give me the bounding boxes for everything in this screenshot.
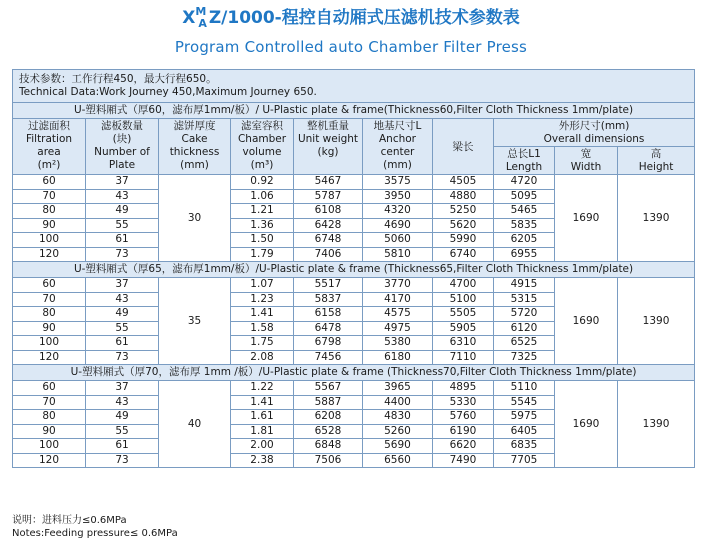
notes-cn: 说明：进料压力≤0.6MPa <box>12 515 127 526</box>
hdr-line: Unit weight <box>297 133 359 145</box>
cell-unit-weight: 6428 <box>294 218 363 233</box>
title-x: X <box>182 8 196 28</box>
cell-chamber-volume: 1.79 <box>231 247 294 262</box>
cell-filtration-area: 90 <box>13 321 86 336</box>
col-plate-count <box>86 119 159 175</box>
cell-beam-length: 5620 <box>433 218 494 233</box>
cell-beam-length: 6190 <box>433 424 494 439</box>
col-chamber-volume <box>231 119 294 175</box>
hdr-line: (mm) <box>383 159 412 171</box>
cell-plate-count: 61 <box>86 336 159 351</box>
hdr-line: 地基尺寸L <box>373 120 422 132</box>
cell-length: 7325 <box>494 350 555 365</box>
table-row <box>13 278 695 293</box>
cell-filtration-area: 80 <box>13 204 86 219</box>
cell-anchor-center: 4170 <box>363 292 433 307</box>
cell-chamber-volume: 1.61 <box>231 410 294 425</box>
notes <box>12 514 178 540</box>
section-label: U-塑料厢式（厚65，滤布厚1mm/板）/U-Plastic plate & frame (Thickness65,Filter Cloth Thickness 1mm/plate) <box>13 262 695 278</box>
cell-unit-weight: 6478 <box>294 321 363 336</box>
cell-length: 5110 <box>494 381 555 396</box>
cell-length: 5720 <box>494 307 555 322</box>
cell-filtration-area: 100 <box>13 233 86 248</box>
cell-length: 6955 <box>494 247 555 262</box>
cell-filtration-area: 60 <box>13 381 86 396</box>
cell-unit-weight: 6748 <box>294 233 363 248</box>
title-english: Program Controlled auto Chamber Filter Press <box>174 38 528 56</box>
cell-cake-thickness: 35 <box>159 278 231 365</box>
hdr-line: 外形尺寸(mm) <box>558 120 630 132</box>
cell-beam-length: 7110 <box>433 350 494 365</box>
cell-cake-thickness: 40 <box>159 381 231 468</box>
cell-plate-count: 37 <box>86 175 159 190</box>
section-label: U-塑料厢式（厚70，滤布厚 1mm /板）/U-Plastic plate & frame (Thickness70,Filter Cloth Thickness 1mm/plate) <box>13 365 695 381</box>
cell-length: 5975 <box>494 410 555 425</box>
hdr-line: 过滤面积 <box>28 120 70 132</box>
cell-unit-weight: 5567 <box>294 381 363 396</box>
cell-length: 4915 <box>494 278 555 293</box>
cell-anchor-center: 5690 <box>363 439 433 454</box>
cell-unit-weight: 6108 <box>294 204 363 219</box>
table-row <box>13 175 695 190</box>
cell-chamber-volume: 1.23 <box>231 292 294 307</box>
hdr-line: Width <box>570 161 602 173</box>
cell-unit-weight: 5517 <box>294 278 363 293</box>
spec-table <box>12 69 695 468</box>
cell-anchor-center: 4975 <box>363 321 433 336</box>
hdr-line: Length <box>505 161 543 173</box>
cell-filtration-area: 60 <box>13 175 86 190</box>
cell-plate-count: 61 <box>86 439 159 454</box>
cell-plate-count: 73 <box>86 350 159 365</box>
cell-filtration-area: 120 <box>13 453 86 468</box>
cell-plate-count: 73 <box>86 453 159 468</box>
cell-unit-weight: 6848 <box>294 439 363 454</box>
cell-unit-weight: 6798 <box>294 336 363 351</box>
cell-chamber-volume: 1.81 <box>231 424 294 439</box>
col-beam-length: 梁长 <box>433 119 494 175</box>
hdr-line: 滤饼厚度 <box>173 120 216 132</box>
cell-plate-count: 37 <box>86 381 159 396</box>
cell-anchor-center: 3770 <box>363 278 433 293</box>
section-label: U-塑料厢式（厚60，滤布厚1mm/板）/ U-Plastic plate & frame(Thickness60,Filter Cloth Thickness 1mm/plate) <box>13 103 695 119</box>
cell-beam-length: 5990 <box>433 233 494 248</box>
cell-plate-count: 37 <box>86 278 159 293</box>
cell-chamber-volume: 1.75 <box>231 336 294 351</box>
cell-chamber-volume: 1.50 <box>231 233 294 248</box>
hdr-line: Anchor <box>378 133 416 145</box>
cell-unit-weight: 5467 <box>294 175 363 190</box>
cell-anchor-center: 5810 <box>363 247 433 262</box>
cell-unit-weight: 6528 <box>294 424 363 439</box>
notes-en: Notes:Feeding pressure≤ 0.6MPa <box>12 528 178 539</box>
cell-anchor-center: 3965 <box>363 381 433 396</box>
hdr-line: Overall dimensions <box>543 133 645 145</box>
col-length <box>494 147 555 175</box>
hdr-line: Number of <box>94 146 150 158</box>
cell-unit-weight: 7506 <box>294 453 363 468</box>
cell-beam-length: 4895 <box>433 381 494 396</box>
cell-plate-count: 43 <box>86 292 159 307</box>
cell-anchor-center: 4690 <box>363 218 433 233</box>
cell-length: 5545 <box>494 395 555 410</box>
cell-chamber-volume: 1.21 <box>231 204 294 219</box>
hdr-line: 滤板数量 <box>101 120 143 132</box>
cell-filtration-area: 90 <box>13 218 86 233</box>
col-filtration-area <box>13 119 86 175</box>
cell-filtration-area: 70 <box>13 395 86 410</box>
cell-plate-count: 55 <box>86 424 159 439</box>
cell-beam-length: 5100 <box>433 292 494 307</box>
section-header-row <box>13 262 695 278</box>
hdr-line: volume <box>242 146 282 158</box>
cell-height: 1390 <box>618 175 695 262</box>
cell-filtration-area: 90 <box>13 424 86 439</box>
cell-beam-length: 5250 <box>433 204 494 219</box>
cell-width: 1690 <box>555 175 618 262</box>
cell-unit-weight: 7456 <box>294 350 363 365</box>
cell-chamber-volume: 2.38 <box>231 453 294 468</box>
cell-length: 5095 <box>494 189 555 204</box>
cell-length: 4720 <box>494 175 555 190</box>
hdr-line: Chamber <box>237 133 287 145</box>
cell-filtration-area: 60 <box>13 278 86 293</box>
cell-length: 5315 <box>494 292 555 307</box>
cell-height: 1390 <box>618 278 695 365</box>
column-header-row-1 <box>13 119 695 147</box>
hdr-line: Cake <box>181 133 208 145</box>
cell-filtration-area: 100 <box>13 439 86 454</box>
cell-anchor-center: 6560 <box>363 453 433 468</box>
cell-chamber-volume: 2.08 <box>231 350 294 365</box>
cell-filtration-area: 80 <box>13 410 86 425</box>
table-row <box>13 381 695 396</box>
cell-unit-weight: 5887 <box>294 395 363 410</box>
cell-unit-weight: 6158 <box>294 307 363 322</box>
hdr-line: 高 <box>650 148 662 160</box>
title-main <box>0 5 702 30</box>
hdr-line: (m²) <box>37 159 61 171</box>
cell-chamber-volume: 1.22 <box>231 381 294 396</box>
col-width <box>555 147 618 175</box>
cell-beam-length: 5905 <box>433 321 494 336</box>
cell-unit-weight: 6208 <box>294 410 363 425</box>
cell-anchor-center: 4575 <box>363 307 433 322</box>
cell-chamber-volume: 1.41 <box>231 395 294 410</box>
cell-anchor-center: 4400 <box>363 395 433 410</box>
cell-chamber-volume: 1.41 <box>231 307 294 322</box>
cell-beam-length: 5760 <box>433 410 494 425</box>
tech-row <box>13 70 695 103</box>
cell-unit-weight: 5787 <box>294 189 363 204</box>
cell-beam-length: 6310 <box>433 336 494 351</box>
hdr-line: thickness <box>169 146 220 158</box>
cell-plate-count: 43 <box>86 189 159 204</box>
cell-beam-length: 4880 <box>433 189 494 204</box>
cell-anchor-center: 3575 <box>363 175 433 190</box>
hdr-line: (m³) <box>250 159 274 171</box>
cell-chamber-volume: 1.06 <box>231 189 294 204</box>
cell-filtration-area: 80 <box>13 307 86 322</box>
cell-length: 6205 <box>494 233 555 248</box>
cell-beam-length: 5330 <box>433 395 494 410</box>
hdr-line: (kg) <box>317 146 339 158</box>
cell-chamber-volume: 1.36 <box>231 218 294 233</box>
hdr-line: Height <box>638 161 674 173</box>
cell-plate-count: 73 <box>86 247 159 262</box>
cell-length: 6120 <box>494 321 555 336</box>
cell-chamber-volume: 0.92 <box>231 175 294 190</box>
cell-plate-count: 43 <box>86 395 159 410</box>
cell-filtration-area: 120 <box>13 350 86 365</box>
cell-plate-count: 49 <box>86 307 159 322</box>
cell-plate-count: 55 <box>86 218 159 233</box>
cell-height: 1390 <box>618 381 695 468</box>
cell-anchor-center: 5380 <box>363 336 433 351</box>
col-cake-thickness <box>159 119 231 175</box>
title-rest: Z/1000-程控自动厢式压滤机技术参数表 <box>208 8 520 28</box>
col-overall-dimensions <box>494 119 695 147</box>
cell-filtration-area: 100 <box>13 336 86 351</box>
cell-beam-length: 6740 <box>433 247 494 262</box>
cell-anchor-center: 4320 <box>363 204 433 219</box>
cell-anchor-center: 5060 <box>363 233 433 248</box>
hdr-line: 总长L1 <box>507 148 541 160</box>
cell-plate-count: 61 <box>86 233 159 248</box>
cell-beam-length: 6620 <box>433 439 494 454</box>
cell-anchor-center: 5260 <box>363 424 433 439</box>
cell-filtration-area: 70 <box>13 189 86 204</box>
cell-plate-count: 55 <box>86 321 159 336</box>
cell-width: 1690 <box>555 381 618 468</box>
cell-beam-length: 4700 <box>433 278 494 293</box>
cell-unit-weight: 5837 <box>294 292 363 307</box>
col-anchor-center <box>363 119 433 175</box>
cell-filtration-area: 70 <box>13 292 86 307</box>
cell-beam-length: 5505 <box>433 307 494 322</box>
cell-length: 7705 <box>494 453 555 468</box>
cell-length: 5835 <box>494 218 555 233</box>
cell-anchor-center: 4830 <box>363 410 433 425</box>
cell-plate-count: 49 <box>86 410 159 425</box>
cell-beam-length: 7490 <box>433 453 494 468</box>
hdr-line: Plate <box>108 159 136 171</box>
title-sup: M <box>195 5 207 18</box>
cell-length: 5465 <box>494 204 555 219</box>
tech-en: Technical Data:Work Journey 450,Maximum Journey 650. <box>19 86 317 98</box>
hdr-line: 整机重量 <box>307 120 349 132</box>
cell-chamber-volume: 1.07 <box>231 278 294 293</box>
cell-length: 6525 <box>494 336 555 351</box>
cell-length: 6835 <box>494 439 555 454</box>
cell-cake-thickness: 30 <box>159 175 231 262</box>
tech-cn: 技术参数：工作行程450，最大行程650。 <box>19 73 217 85</box>
cell-beam-length: 4505 <box>433 175 494 190</box>
cell-plate-count: 49 <box>86 204 159 219</box>
hdr-line: (块) <box>112 133 132 145</box>
cell-anchor-center: 3950 <box>363 189 433 204</box>
col-height <box>618 147 695 175</box>
cell-chamber-volume: 1.58 <box>231 321 294 336</box>
section-header-row <box>13 365 695 381</box>
col-unit-weight <box>294 119 363 175</box>
cell-length: 6405 <box>494 424 555 439</box>
hdr-line: 宽 <box>580 148 592 160</box>
section-header-row <box>13 103 695 119</box>
page-title <box>0 5 702 56</box>
cell-width: 1690 <box>555 278 618 365</box>
hdr-line: center <box>380 146 415 158</box>
cell-filtration-area: 120 <box>13 247 86 262</box>
hdr-line: 滤室容积 <box>241 120 283 132</box>
title-sub: A <box>198 17 207 30</box>
cell-chamber-volume: 2.00 <box>231 439 294 454</box>
hdr-line: Filtration area <box>25 133 73 158</box>
cell-unit-weight: 7406 <box>294 247 363 262</box>
cell-anchor-center: 6180 <box>363 350 433 365</box>
hdr-line: (mm) <box>180 159 209 171</box>
